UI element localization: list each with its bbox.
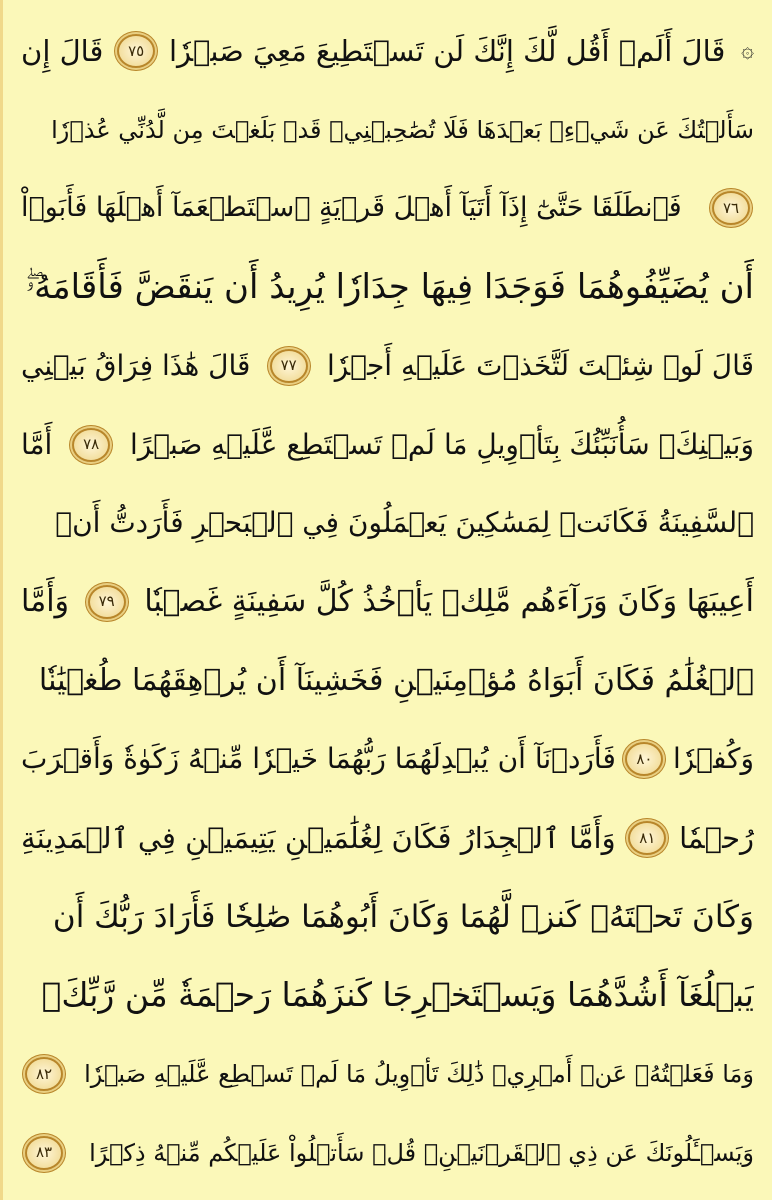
verse-text: فَٱنطَلَقَا حَتَّىٰٓ إِذَآ أَتَيَآ أَهۡلَ قَرۡيَةٍ ٱسۡتَطۡعَمَآ أَهۡلَهَا فَأَبَوۡاْ [21,192,682,224]
verse-text: وَكُفۡرٗا [672,742,754,776]
verse-line [21,14,754,88]
ayah-number-marker: ٧٧ [270,349,308,383]
verse-text: وَمَا فَعَلۡتُهُۥ عَنۡ أَمۡرِيۚ ذَٰلِكَ تَأۡوِيلُ مَا لَمۡ تَسۡطِع عَّلَيۡهِ صَبۡرٗا [84,1060,754,1089]
ayah-number-marker: ٨٠ [625,742,663,776]
ayah-number-marker: ٧٦ [712,191,750,225]
verse-line [21,329,754,403]
verse-text: قَالَ أَلَمۡ أَقُل لَّكَ إِنَّكَ لَن تَسۡتَطِيعَ مَعِيَ صَبۡرٗا [168,34,726,68]
ayah-number-marker: ٧٩ [88,585,126,619]
verse-line [21,93,754,167]
verse-text: وَبَيۡنِكَۚ سَأُنَبِّئُكَ بِتَأۡوِيلِ مَا لَمۡ تَسۡتَطِع عَّلَيۡهِ صَبۡرًا [130,427,754,461]
verse-lines [21,14,754,1190]
ayah-number-marker: ٧٥ [117,34,155,68]
verse-line [21,722,754,796]
verse-text: رُحۡمٗا [679,821,754,856]
verse-text: ٱلۡغُلَٰمُ فَكَانَ أَبَوَاهُ مُؤۡمِنَيۡنِ فَخَشِينَآ أَن يُرۡهِقَهُمَا طُغۡيَٰنٗا [38,662,754,698]
verse-line [21,801,754,875]
ayah-number-marker: ٨٣ [25,1136,63,1170]
ayah-number-marker: ٧٨ [72,428,110,462]
verse-text: يَبۡلُغَآ أَشُدَّهُمَا وَيَسۡتَخۡرِجَا كَنزَهُمَا رَحۡمَةٗ مِّن رَّبِّكَۚ [41,975,754,1015]
verse-text: وَأَمَّا [21,583,70,619]
ayah-number-marker: ٨١ [628,821,666,855]
verse-line [21,486,754,560]
verse-line [21,171,754,245]
verse-text: قَالَ لَوۡ شِئۡتَ لَتَّخَذۡتَ عَلَيۡهِ أَجۡرٗا [326,348,754,382]
verse-text: أَمَّا [21,427,53,461]
verse-text: وَأَمَّا ٱلۡجِدَارُ فَكَانَ لِغُلَٰمَيۡنِ يَتِيمَيۡنِ فِي ٱلۡمَدِينَةِ [21,821,616,856]
verse-line [21,1037,754,1111]
verse-text: أَن يُضَيِّفُوهُمَا فَوَجَدَا فِيهَا جِدَارٗا يُرِيدُ أَن يَنقَضَّ فَأَقَامَهُۥۖ [25,267,754,308]
verse-line [21,408,754,482]
ayah-number-marker: ٨٢ [25,1057,63,1091]
verse-text: قَالَ هَٰذَا فِرَاقُ بَيۡنِي [21,348,251,382]
verse-line [21,644,754,718]
verse-text: وَكَانَ تَحۡتَهُۥ كَنزٞ لَّهُمَا وَكَانَ أَبُوهُمَا صَٰلِحٗا فَأَرَادَ رَبُّكَ أَن [52,898,754,935]
hizb-quarter-mark-icon: ۞ [741,38,754,63]
verse-text: فَأَرَدۡنَآ أَن يُبۡدِلَهُمَا رَبُّهُمَا خَيۡرٗا مِّنۡهُ زَكَوٰةٗ وَأَقۡرَبَ [21,742,616,776]
verse-line [21,958,754,1032]
verse-line [21,1116,754,1190]
verse-line [21,250,754,324]
verse-text: وَيَسۡـَٔلُونَكَ عَن ذِي ٱلۡقَرۡنَيۡنِۖ قُلۡ سَأَتۡلُواْ عَلَيۡكُم مِّنۡهُ ذِكۡرًا [89,1138,754,1167]
verse-text: سَأَلۡتُكَ عَن شَيۡءِۭ بَعۡدَهَا فَلَا تُصَٰحِبۡنِيۖ قَدۡ بَلَغۡتَ مِن لَّدُنِّي عُذۡرٗا [51,115,754,144]
verse-text: قَالَ إِن [21,34,104,68]
verse-line [21,565,754,639]
verse-text: أَعِيبَهَا وَكَانَ وَرَآءَهُم مَّلِكٞ يَأۡخُذُ كُلَّ سَفِينَةٍ غَصۡبٗا [144,583,754,619]
verse-text: ٱلسَّفِينَةُ فَكَانَتۡ لِمَسَٰكِينَ يَعۡمَلُونَ فِي ٱلۡبَحۡرِ فَأَرَدتُّ أَنۡ [55,506,754,540]
verse-line [21,880,754,954]
